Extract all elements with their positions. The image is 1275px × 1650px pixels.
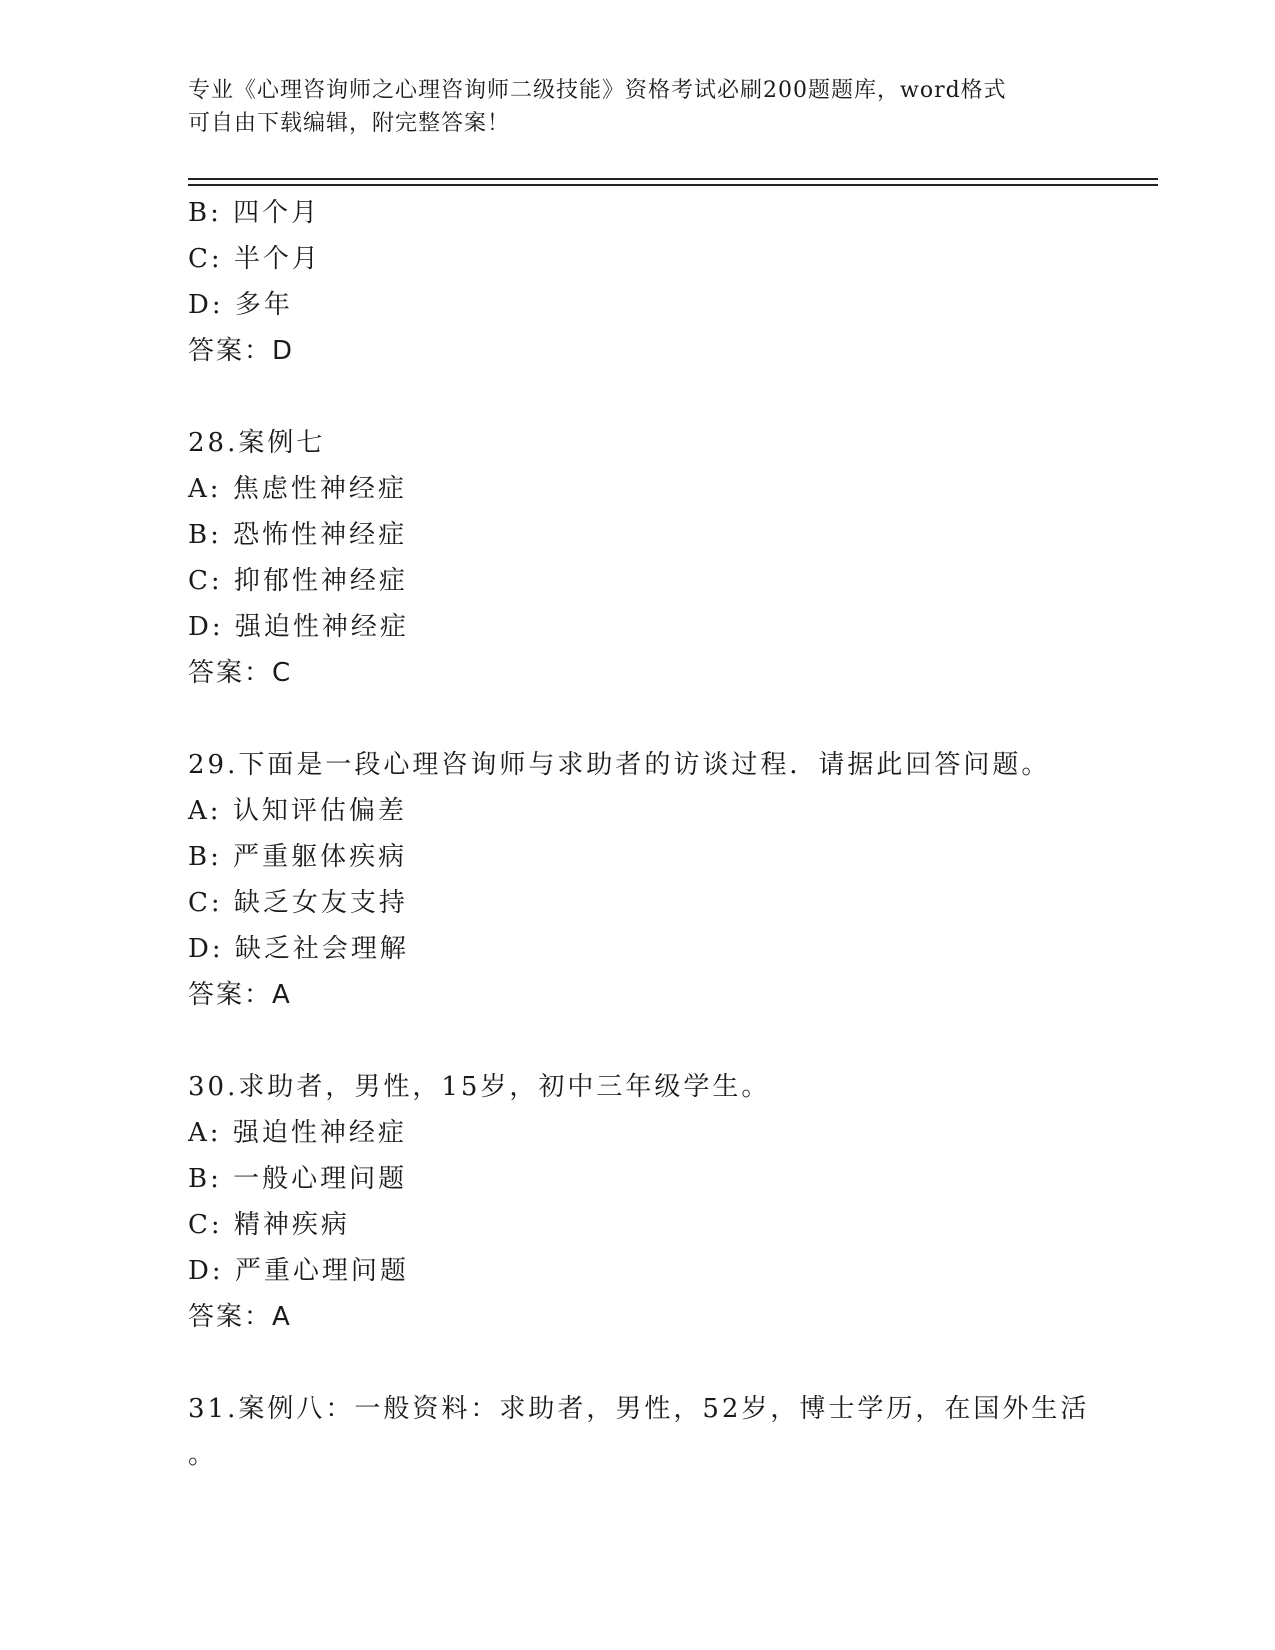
document-header [188, 74, 1068, 140]
option-b: B: 四个月 [188, 198, 321, 228]
option-d: D: 强迫性神经症 [188, 612, 409, 642]
spacer [188, 374, 1128, 420]
header-line-2: 可自由下载编辑，附完整答案！ [188, 111, 511, 136]
question-stem: 29.下面是一段心理咨询师与求助者的访谈过程．请据此回答问题。 [188, 750, 1051, 780]
question-29 [188, 742, 1128, 1018]
option-c: C: 半个月 [188, 244, 321, 274]
option-a: A: 焦虑性神经症 [188, 474, 407, 504]
option-a: A: 强迫性神经症 [188, 1118, 407, 1148]
question-31 [188, 1386, 1128, 1478]
question-30 [188, 1064, 1128, 1340]
question-stem: 30.求助者，男性，15岁，初中三年级学生。 [188, 1072, 771, 1102]
question-stem: 31.案例八：一般资料：求助者，男性，52岁，博士学历，在国外生活 [188, 1394, 1090, 1424]
question-27-continuation [188, 190, 1128, 374]
option-b: B: 一般心理问题 [188, 1164, 408, 1194]
header-rule-top [188, 178, 1158, 180]
option-c: C: 精神疾病 [188, 1210, 350, 1240]
question-stem-continuation: 。 [188, 1440, 218, 1470]
option-c: C: 抑郁性神经症 [188, 566, 408, 596]
question-28 [188, 420, 1128, 696]
spacer [188, 1340, 1128, 1386]
option-a: A: 认知评估偏差 [188, 796, 407, 826]
option-d: D: 严重心理问题 [188, 1256, 409, 1286]
answer-line: 答案：C [188, 658, 293, 688]
answer-line: 答案：A [188, 1302, 292, 1332]
header-line-1: 专业《心理咨询师之心理咨询师二级技能》资格考试必刷200题题库，word格式 [188, 78, 1007, 103]
option-d: D: 多年 [188, 290, 293, 320]
spacer [188, 1018, 1128, 1064]
question-stem: 28.案例七 [188, 428, 326, 458]
answer-line: 答案：D [188, 336, 295, 366]
option-c: C: 缺乏女友支持 [188, 888, 408, 918]
spacer [188, 696, 1128, 742]
option-d: D: 缺乏社会理解 [188, 934, 409, 964]
option-b: B: 严重躯体疾病 [188, 842, 408, 872]
document-body [188, 190, 1128, 1478]
option-b: B: 恐怖性神经症 [188, 520, 408, 550]
answer-line: 答案：A [188, 980, 292, 1010]
header-rule-bottom [188, 184, 1158, 186]
